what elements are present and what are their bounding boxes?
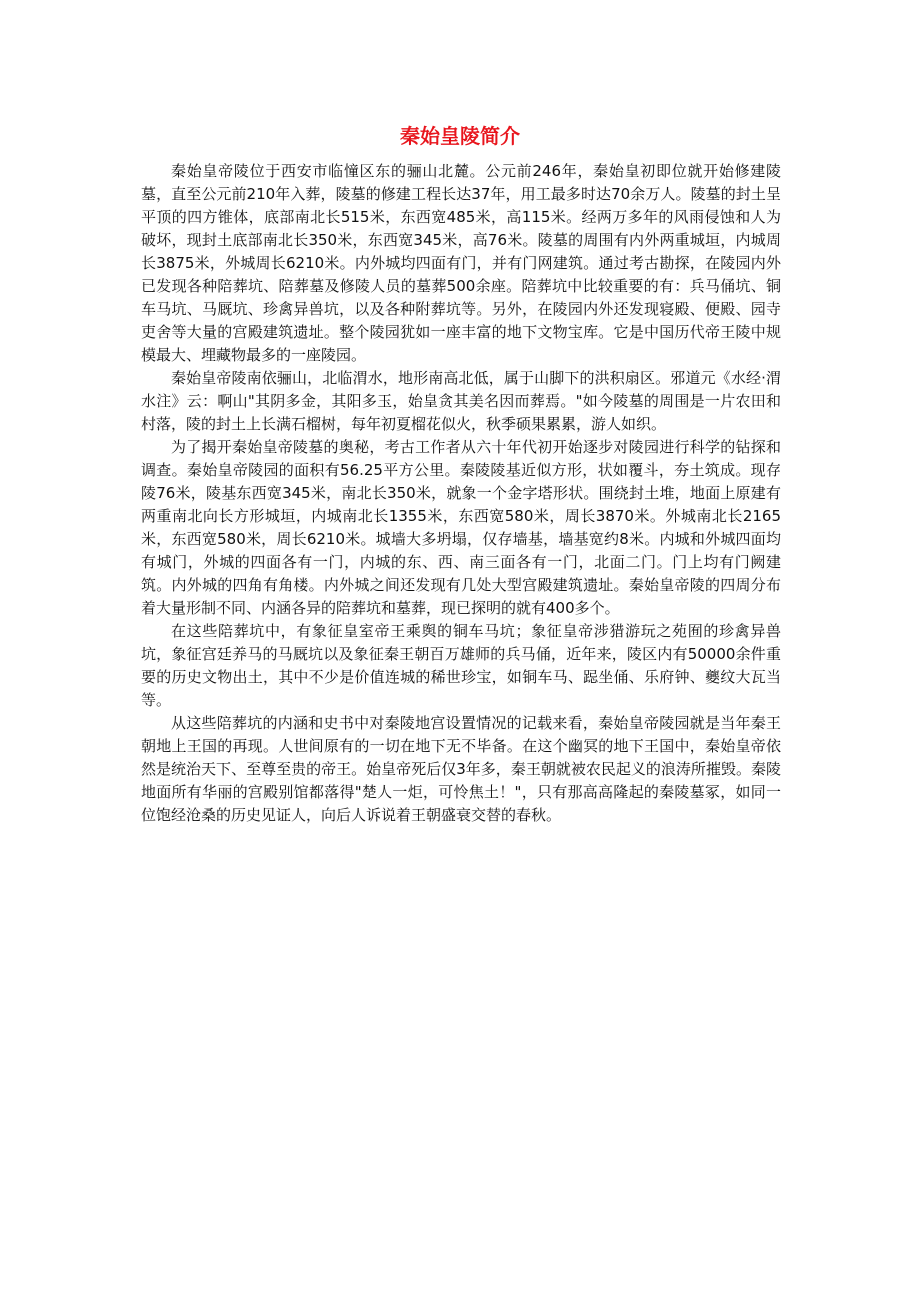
- paragraph-1: 秦始皇帝陵位于西安市临憧区东的骊山北麓。公元前246年，秦始皇初即位就开始修建陵墓，直至公元前210年入葬，陵墓的修建工程长达37年，用工最多时达70余万人。陵墓的封土呈平顶的四方锥体，底部南北长515米，东西宽485米，高115米。经两万多年的风雨侵蚀和人为破坏，现封土底部南北长350米，东西宽345米，高76米。陵墓的周围有内外两重城垣，内城周长3875米，外城周长6210米。内外城均四面有门，并有门网建筑。通过考古勘探，在陵园内外已发现各种陪葬坑、陪葬墓及修陵人员的墓葬500余座。陪葬坑中比较重要的有：兵马俑坑、铜车马坑、马厩坑、珍禽异兽坑，以及各种附葬坑等。另外，在陵园内外还发现寝殿、便殿、园寺吏舍等大量的宫殿建筑遗址。整个陵园犹如一座丰富的地下文物宝库。它是中国历代帝王陵中规模最大、埋藏物最多的一座陵园。: [141, 162, 781, 364]
- paragraph-5: 从这些陪葬坑的内涵和史书中对秦陵地宫设置情况的记载来看，秦始皇帝陵园就是当年秦王朝地上王国的再现。人世间原有的一切在地下无不毕备。在这个幽冥的地下王国中，秦始皇帝依然是统治天下、至尊至贵的帝王。始皇帝死后仅3年多，秦王朝就被农民起义的浪涛所摧毁。秦陵地面所有华丽的宫殿别馆都落得"楚人一炬，可怜焦土！"，只有那高高隆起的秦陵墓冢，如同一位饱经沧桑的历史见证人，向后人诉说着王朝盛衰交替的春秋。: [141, 714, 781, 824]
- paragraph-2: 秦始皇帝陵南依骊山，北临渭水，地形南高北低，属于山脚下的洪积扇区。邪道元《水经·渭水注》云：啊山"其阴多金，其阳多玉，始皇贪其美名因而葬焉。"如今陵墓的周围是一片农田和村落，陵的封土上长满石榴树，每年初夏榴花似火，秋季硕果累累，游人如织。: [141, 369, 781, 433]
- paragraph-3: 为了揭开秦始皇帝陵墓的奥秘，考古工作者从六十年代初开始逐步对陵园进行科学的钻探和调查。秦始皇帝陵园的面积有56.25平方公里。秦陵陵基近似方形，状如覆斗，夯土筑成。现存陵76米，陵基东西宽345米，南北长350米，就象一个金字塔形状。围绕封土堆，地面上原建有两重南北向长方形城垣，内城南北长1355米，东西宽580米，周长3870米。外城南北长2165米，东西宽580米，周长6210米。城墙大多坍塌，仅存墙基，墙基宽约8米。内城和外城四面均有城门，外城的四面各有一门，内城的东、西、南三面各有一门，北面二门。门上均有门阙建筑。内外城的四角有角楼。内外城之间还发现有几处大型宫殿建筑遗址。秦始皇帝陵的四周分布着大量形制不同、内涵各异的陪葬坑和墓葬，现已探明的就有400多个。: [141, 438, 781, 617]
- paragraph-4: 在这些陪葬坑中，有象征皇室帝王乘舆的铜车马坑；象征皇帝涉猎游玩之苑囿的珍禽异兽坑，象征宫廷养马的马厩坑以及象征秦王朝百万雄师的兵马俑，近年来，陵区内有50000余件重要的历史文物出土，其中不少是价值连城的稀世珍宝，如铜车马、跽坐俑、乐府钟、夔纹大瓦当等。: [141, 622, 781, 709]
- document-title: 秦始皇陵简介: [400, 124, 520, 148]
- document-body: [141, 160, 781, 827]
